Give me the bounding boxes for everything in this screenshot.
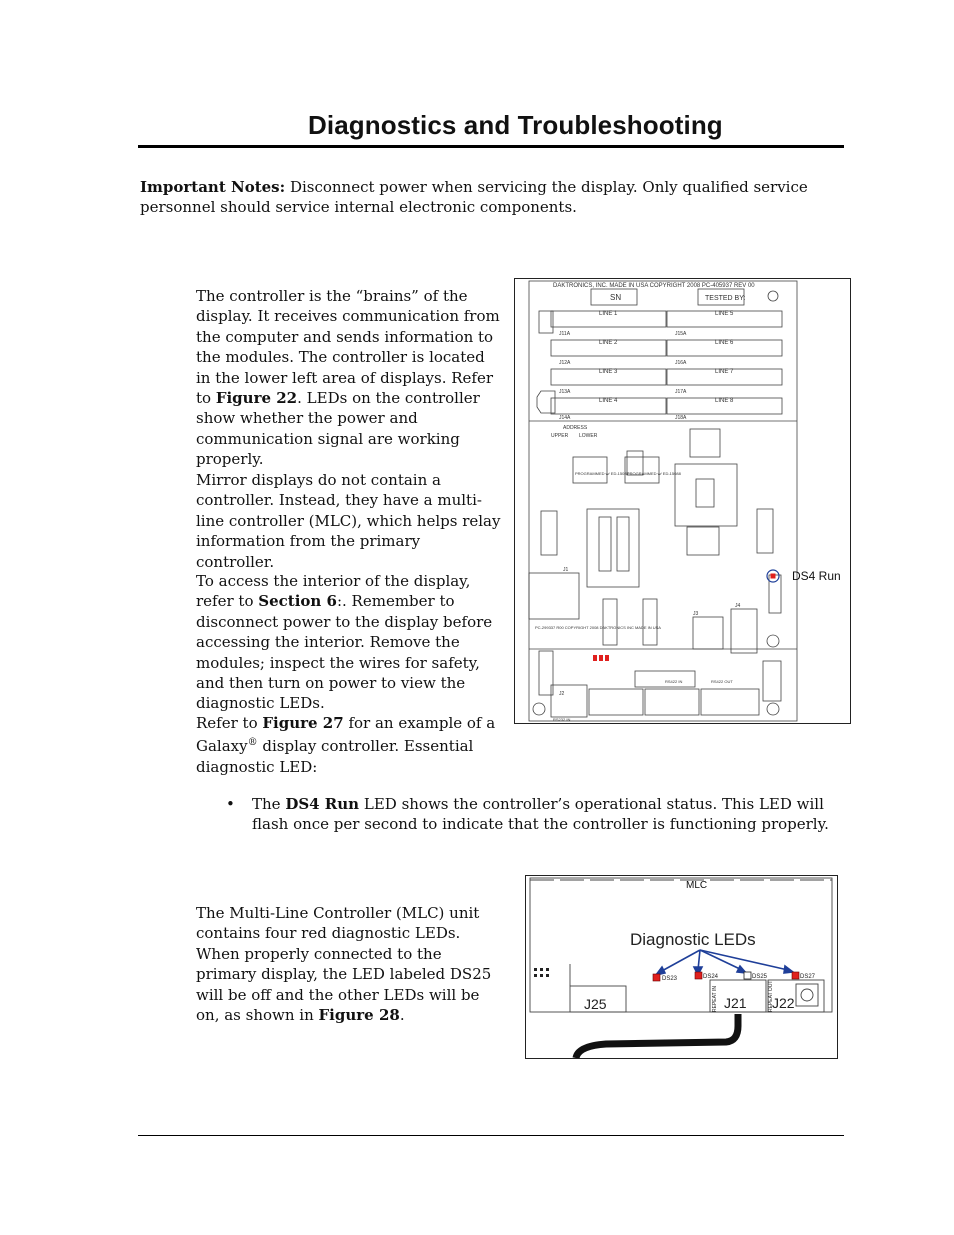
rs422-out-label: RS422 OUT <box>711 679 733 684</box>
line-label-5: LINE 5 <box>715 311 734 317</box>
mlc-p1-tail: . <box>399 1006 405 1025</box>
ic-cpu <box>675 464 737 526</box>
address-label: ADDRESS <box>563 425 588 431</box>
controller-p1-tail: . LEDs on the controller show whether the power and communication signal are working properly. <box>196 389 480 469</box>
j3-label: J3 <box>693 611 699 617</box>
j1-label: J1 <box>563 567 569 573</box>
j21-label: J21 <box>724 995 747 1011</box>
right-connector <box>763 661 781 701</box>
ic-cpu-die <box>696 479 714 507</box>
bullet-pre: The <box>252 795 286 813</box>
prog1-label: PROGRAMMED w/ ED-15087 <box>575 471 629 476</box>
mlc-paragraph <box>196 903 502 1025</box>
figure-28-ref: Figure 28 <box>318 1006 400 1025</box>
j22-label: J22 <box>772 995 795 1011</box>
connector-label-j15a: J15A <box>675 331 687 337</box>
controller-p3-text: To access the interior of the display, refer to <box>196 572 471 611</box>
connector-label-j16a: J16A <box>675 360 687 366</box>
line-label-2: LINE 2 <box>599 340 618 346</box>
connector-label-j12a: J12A <box>559 360 571 366</box>
figure-27-ref: Figure 27 <box>262 714 344 732</box>
j25-label: J25 <box>584 996 607 1012</box>
controller-p4-tail: display controller. Essential diagnostic LED: <box>196 737 474 776</box>
important-notes <box>140 177 840 218</box>
rs232-block <box>529 573 579 619</box>
notes-text: Disconnect power when servicing the display. Only qualified service personnel should service internal electronic components. <box>140 178 808 217</box>
ic-left <box>541 511 557 555</box>
controller-paragraph-1 <box>196 286 502 470</box>
page-title: Diagnostics and Troubleshooting <box>308 110 723 140</box>
controller-p1-text: The controller is the “brains” of the display. It receives communication from the computer and sends information to the modules. The controller is located in the lower left area of displays. Refer to <box>196 287 500 408</box>
mlc-cable <box>576 1014 738 1058</box>
bullet-text: LED shows the controller’s operational status. This LED will flash once per second to indicate that the controller is functioning properly. <box>252 795 829 834</box>
ic-right <box>757 509 773 553</box>
mlc-label: MLC <box>686 880 708 891</box>
connector-label-j18a: J18A <box>675 415 687 421</box>
tested-label: TESTED BY: <box>705 295 746 302</box>
ic-j4 <box>731 609 757 653</box>
line-label-7: LINE 7 <box>715 369 734 375</box>
mlc-drawing <box>526 876 837 1058</box>
controller-p4-mid: for an example of a Galaxy <box>196 714 496 756</box>
bullet-ds4-run: DS4 Run <box>285 795 360 813</box>
line-label-4: LINE 4 <box>599 398 618 404</box>
connector-label-j17a: J17A <box>675 389 687 395</box>
controller-p4-text: Refer to <box>196 714 263 732</box>
mlc-mount <box>796 984 818 1006</box>
diagnostic-leds-label: Diagnostic LEDs <box>630 930 756 949</box>
mounting-hole-bottom <box>767 703 779 715</box>
line-connector-blocks <box>551 311 782 414</box>
figure-22-ref: Figure 22 <box>215 389 298 408</box>
upper-label: UPPER <box>551 433 569 439</box>
rs232-in-port <box>551 685 587 717</box>
controller-paragraph-4 <box>196 713 502 777</box>
line-label-6: LINE 6 <box>715 340 734 346</box>
mlc-figure <box>525 875 838 1059</box>
ic-small <box>687 527 719 555</box>
board-outline <box>529 281 797 721</box>
ic-j3 <box>693 617 723 649</box>
controller-board-drawing <box>515 279 850 723</box>
copyright-block: PC-299337 R00 COPYRIGHT 2008 DAKTRONICS INC MADE IN USA <box>535 625 661 630</box>
led-ds25 <box>744 972 751 979</box>
mounting-hole-top <box>768 291 778 301</box>
connector-label-j14a: J14A <box>559 415 571 421</box>
prog2-label: PROGRAMMED w/ ED-15088 <box>627 471 681 476</box>
registered-mark: ® <box>247 737 258 749</box>
ds4-bullet <box>252 794 844 835</box>
notes-label: Important Notes: <box>140 178 286 196</box>
ds4-run-label: DS4 Run <box>792 569 841 583</box>
mlc-p1-text: The Multi-Line Controller (MLC) unit contains four red diagnostic LEDs. When properly connected to the primary display, the LED labeled DS25 will be off and the other LEDs will be on, as shown in <box>196 904 492 1025</box>
board-leds <box>593 655 609 661</box>
title-rule <box>138 145 844 148</box>
controller-paragraph-2: Mirror displays do not contain a controller. Instead, they have a multi-line controller (MLC), which helps relay information from the primary controller. <box>196 471 501 571</box>
j2-label: J2 <box>559 691 565 697</box>
footer-rule <box>138 1135 844 1136</box>
rs232-label: RS232 IN <box>553 717 571 722</box>
controller-board-figure <box>514 278 851 724</box>
connector-label-j13a: J13A <box>559 389 571 395</box>
board-header-text: DAKTRONICS, INC. MADE IN USA COPYRIGHT 2008 PC-405937 REV 00 <box>553 283 755 289</box>
ds24-label: DS24 <box>703 974 719 980</box>
section-6-ref: Section 6 <box>258 592 337 611</box>
ds23-label: DS23 <box>662 976 678 982</box>
repeat-in-label: REPEAT IN <box>712 986 718 1012</box>
line-label-3: LINE 3 <box>599 369 618 375</box>
mounting-hole-left <box>533 703 545 715</box>
led-ds24 <box>695 972 702 979</box>
battery <box>537 391 555 413</box>
j4-label: J4 <box>735 603 741 609</box>
controller-paragraph-3 <box>196 571 502 714</box>
line-label-1: LINE 1 <box>599 311 618 317</box>
led-ds27 <box>792 972 799 979</box>
ic-module <box>587 509 639 587</box>
line-label-8: LINE 8 <box>715 398 734 404</box>
ic-chip-top <box>690 429 720 457</box>
lower-label: LOWER <box>579 433 598 439</box>
led-ds23 <box>653 974 660 981</box>
rs422-in-label: RS422 IN <box>665 679 683 684</box>
mounting-hole-mid <box>767 635 779 647</box>
sn-label: SN <box>610 293 622 302</box>
bullet-symbol: • <box>226 795 235 813</box>
ds25-label: DS25 <box>752 974 768 980</box>
ds27-label: DS27 <box>800 974 816 980</box>
controller-p3-tail: :. Remember to disconnect power to the display before accessing the interior. Remove the modules; inspect the wires for safety, and then turn on power to view the diagnostic LEDs. <box>196 592 493 713</box>
connector-label-j11a: J11A <box>559 331 571 337</box>
diagnostic-arrows <box>656 950 793 975</box>
mlc-header-pins <box>534 968 549 977</box>
repeat-out-label: REPEAT OUT <box>768 980 774 1012</box>
ds4-run-led <box>771 574 776 579</box>
